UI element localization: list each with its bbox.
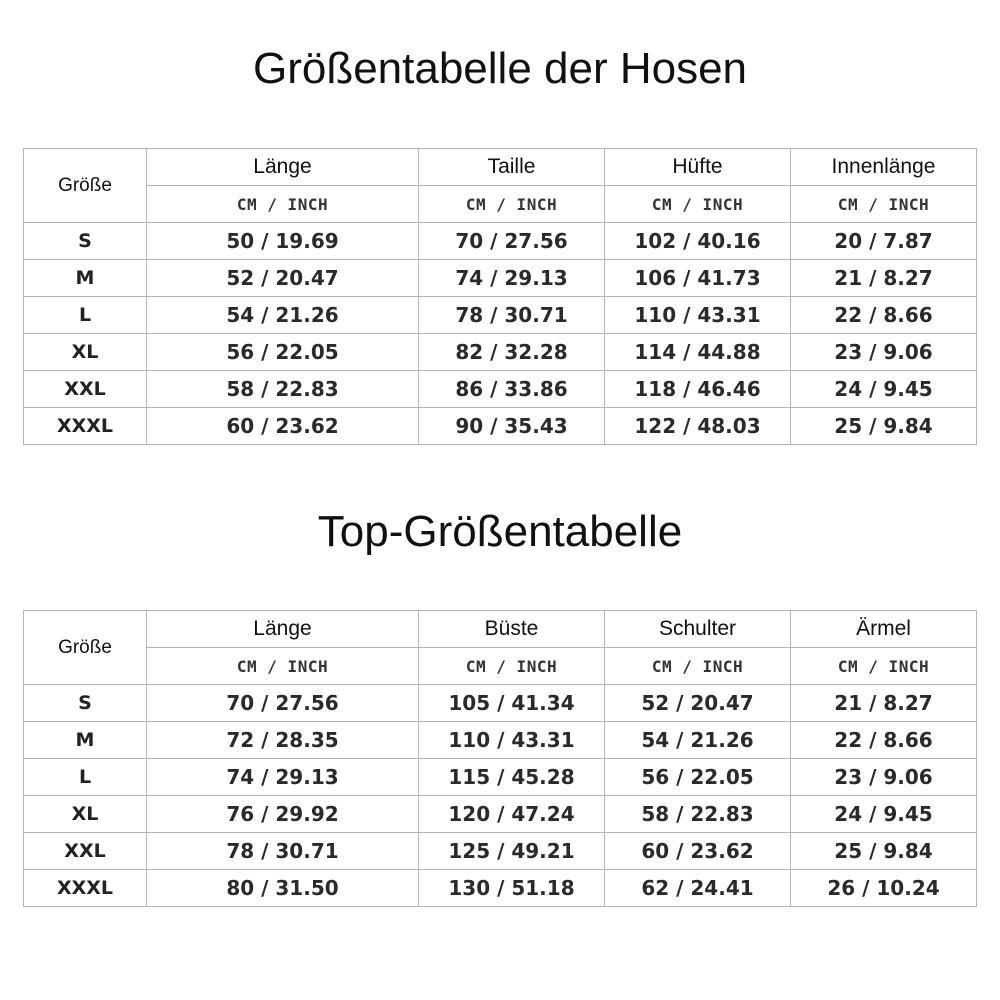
column-header-taille: Taille [419,149,605,186]
size-label: L [24,759,147,796]
table-cell: 72 / 28.35 [147,722,419,759]
table-cell: 122 / 48.03 [605,408,791,445]
table-row [24,371,977,408]
table-cell: 58 / 22.83 [147,371,419,408]
size-label: XXL [24,833,147,870]
column-header-schulter: Schulter [605,611,791,648]
table-cell: 74 / 29.13 [419,260,605,297]
table-row [24,870,977,907]
table-row [24,685,977,722]
unit-label: CM / INCH [419,648,605,685]
unit-label: CM / INCH [791,648,977,685]
table-cell: 120 / 47.24 [419,796,605,833]
size-label: XXL [24,371,147,408]
table-cell: 21 / 8.27 [791,260,977,297]
table-cell: 52 / 20.47 [147,260,419,297]
table-cell: 23 / 9.06 [791,759,977,796]
unit-label: CM / INCH [147,648,419,685]
table-cell: 74 / 29.13 [147,759,419,796]
table-cell: 102 / 40.16 [605,223,791,260]
table-row [24,796,977,833]
table-cell: 125 / 49.21 [419,833,605,870]
size-label: XL [24,334,147,371]
table-row [24,759,977,796]
table-cell: 70 / 27.56 [419,223,605,260]
table-cell: 60 / 23.62 [605,833,791,870]
table-cell: 56 / 22.05 [147,334,419,371]
size-column-header: Größe [24,149,147,223]
table-cell: 20 / 7.87 [791,223,977,260]
size-label: S [24,223,147,260]
table-cell: 21 / 8.27 [791,685,977,722]
table-cell: 78 / 30.71 [147,833,419,870]
table-cell: 115 / 45.28 [419,759,605,796]
table-cell: 52 / 20.47 [605,685,791,722]
table-row [24,722,977,759]
table-cell: 114 / 44.88 [605,334,791,371]
table-cell: 24 / 9.45 [791,796,977,833]
column-header-huefte: Hüfte [605,149,791,186]
table-unit-row [24,186,977,223]
column-header-innenlaenge: Innenlänge [791,149,977,186]
unit-label: CM / INCH [605,648,791,685]
size-label: M [24,260,147,297]
table-cell: 62 / 24.41 [605,870,791,907]
table-cell: 50 / 19.69 [147,223,419,260]
column-header-bueste: Büste [419,611,605,648]
top-size-table [23,610,977,907]
table-cell: 26 / 10.24 [791,870,977,907]
unit-label: CM / INCH [419,186,605,223]
table-cell: 80 / 31.50 [147,870,419,907]
table-cell: 105 / 41.34 [419,685,605,722]
size-label: S [24,685,147,722]
table-cell: 56 / 22.05 [605,759,791,796]
pants-chart-title: Größentabelle der Hosen [252,44,748,93]
table-row [24,223,977,260]
table-cell: 78 / 30.71 [419,297,605,334]
table-cell: 86 / 33.86 [419,371,605,408]
table-header-row [24,611,977,648]
unit-label: CM / INCH [791,186,977,223]
table-cell: 60 / 23.62 [147,408,419,445]
table-cell: 118 / 46.46 [605,371,791,408]
table-cell: 82 / 32.28 [419,334,605,371]
table-cell: 23 / 9.06 [791,334,977,371]
table-cell: 22 / 8.66 [791,722,977,759]
table-cell: 58 / 22.83 [605,796,791,833]
table-cell: 90 / 35.43 [419,408,605,445]
table-header-row [24,149,977,186]
pants-size-table [23,148,977,445]
size-label: XXXL [24,408,147,445]
column-header-aermel: Ärmel [791,611,977,648]
top-chart-title: Top-Größentabelle [317,507,683,556]
table-cell: 54 / 21.26 [605,722,791,759]
column-header-laenge: Länge [147,611,419,648]
table-cell: 130 / 51.18 [419,870,605,907]
table-cell: 25 / 9.84 [791,408,977,445]
column-header-laenge: Länge [147,149,419,186]
table-row [24,408,977,445]
table-cell: 54 / 21.26 [147,297,419,334]
size-column-header: Größe [24,611,147,685]
unit-label: CM / INCH [147,186,419,223]
unit-label: CM / INCH [605,186,791,223]
table-row [24,297,977,334]
size-label: L [24,297,147,334]
table-cell: 24 / 9.45 [791,371,977,408]
table-row [24,260,977,297]
size-label: M [24,722,147,759]
table-row [24,334,977,371]
size-label: XXXL [24,870,147,907]
table-cell: 110 / 43.31 [605,297,791,334]
size-label: XL [24,796,147,833]
table-cell: 70 / 27.56 [147,685,419,722]
table-row [24,833,977,870]
table-cell: 110 / 43.31 [419,722,605,759]
table-cell: 25 / 9.84 [791,833,977,870]
table-cell: 76 / 29.92 [147,796,419,833]
table-cell: 106 / 41.73 [605,260,791,297]
table-unit-row [24,648,977,685]
table-cell: 22 / 8.66 [791,297,977,334]
